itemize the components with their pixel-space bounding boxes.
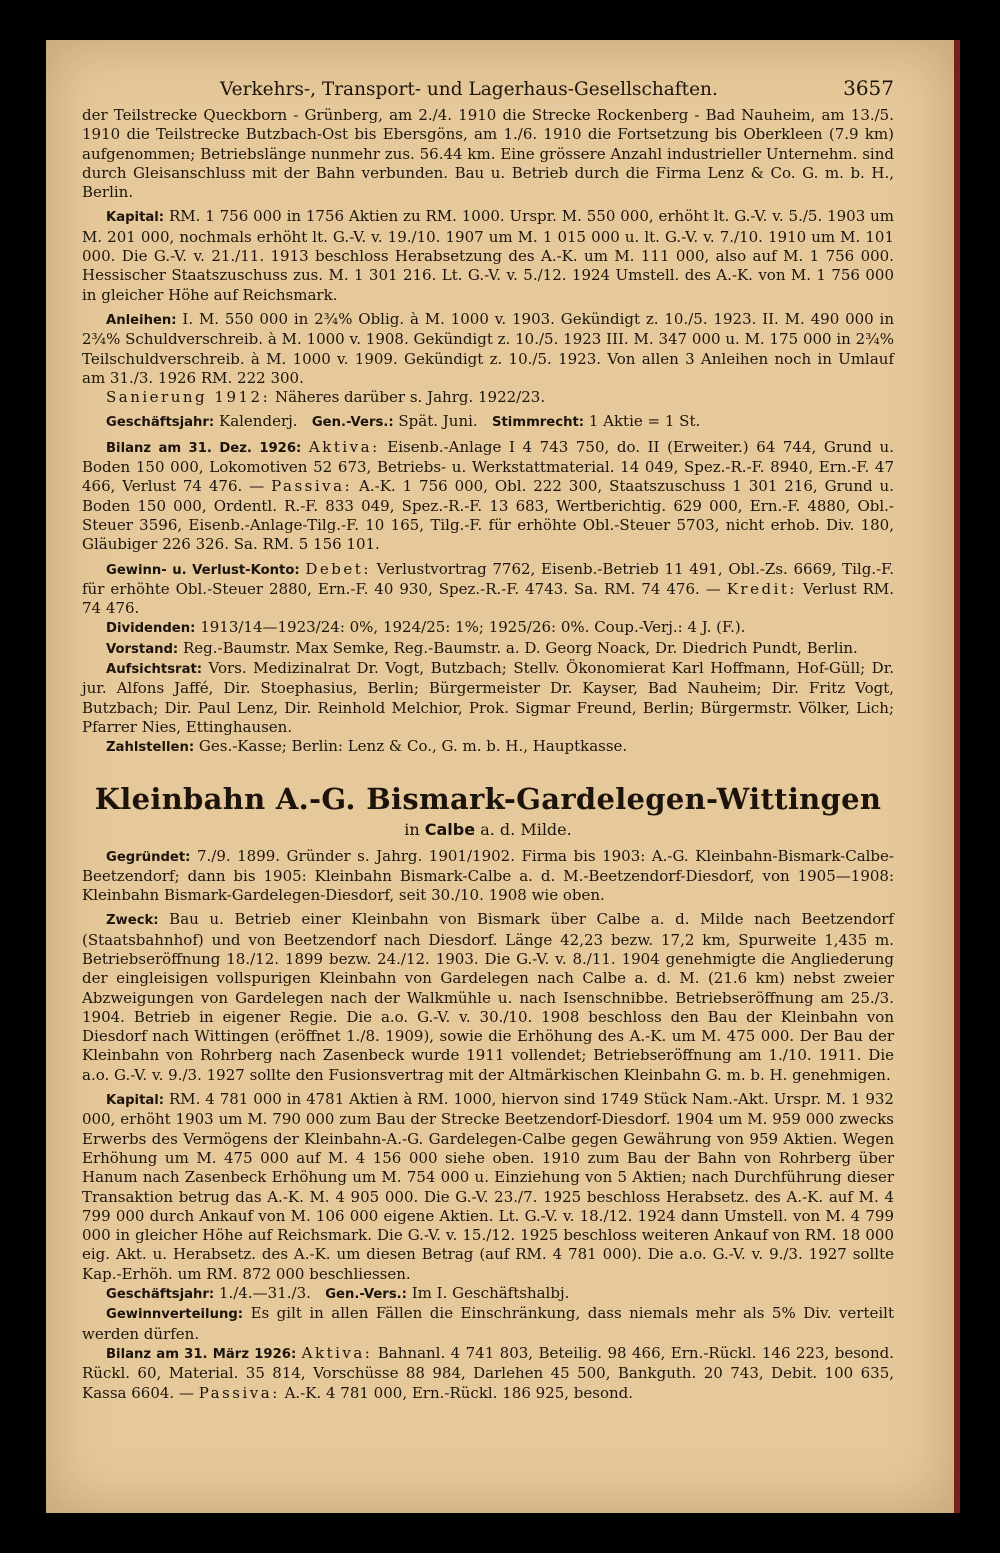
anleihen-paragraph: Anleihen: I. M. 550 000 in 2¾% Oblig. à M. 1000 v. 1903. Gekündigt z. 10./5. 1923. II. M. 490 000 in 2¾% Schuldverschreib. à M. 1000 v. 1908. Gekündigt z. 10./5. 1923 III. M. 347 000 u. M. 175 000 in 2¾% Teilschuldverschreib. à M. 1000 v. 1909. Gekündigt z. 10./5. 1923. Von allen 3 Anleihen noch in Umlauf am 31./3. 1926 RM. 222 300. bbox=[82, 309, 894, 387]
company-location: in Calbe a. d. Milde. bbox=[404, 819, 572, 839]
sanierung-paragraph: Sanierung 1912: Näheres darüber s. Jahrg. 1922/23. bbox=[106, 388, 546, 407]
intro-paragraph: der Teilstrecke Queckborn - Grünberg, am 2./4. 1910 die Strecke Rockenberg - Bad Nauheim, am 13./5. 1910 die Teilstrecke Butzbach-Ost bis Ebersgöns, am 1./6. 1910 die Fortsetzung bis Oberkleen (7.9 km) aufgenommen; Betriebslänge nunmehr zus. 56.44 km. Eine grössere Anzahl industrieller Unternehm. sind durch Gleisanschluss mit der Bahn verbunden. Bau u. Betrieb durch die Firma Lenz & Co. G. m. b. H., Berlin. bbox=[82, 106, 894, 202]
running-title: Verkehrs-, Transport- und Lagerhaus-Gesellschaften. bbox=[220, 79, 718, 100]
document-page bbox=[46, 40, 960, 1513]
gewinnverteilung-paragraph: Gewinnverteilung: Es gilt in allen Fällen die Einschränkung, dass niemals mehr als 5% Div. verteilt werden dürfen. bbox=[82, 1304, 894, 1343]
kapital-paragraph: Kapital: RM. 1 756 000 in 1756 Aktien zu RM. 1000. Urspr. M. 550 000, erhöht lt. G.-V. v. 5./5. 1903 um M. 201 000, nochmals erhöht lt. G.-V. v. 19./10. 1907 um M. 1 015 000 u. lt. G.-V. v. 7./10. 1910 um M. 101 000. Die G.-V. v. 21./11. 1913 beschloss Herabsetzung des A.-K. um M. 111 000, also auf M. 1 756 000. Hessischer Staatszuschuss zus. M. 1 301 216. Lt. G.-V. v. 5./12. 1924 Umstell. des A.-K. von M. 1 756 000 in gleicher Höhe auf Reichsmark. bbox=[82, 207, 894, 304]
zweck-paragraph: Zweck: Bau u. Betrieb einer Kleinbahn von Bismark über Calbe a. d. Milde nach Beetzendorf (Staatsbahnhof) und von Beetzendorf nach Diesdorf. Länge 42,23 bezw. 17,2 km, Spurweite 1,435 m. Betriebseröffnung 18./12. 1899 bezw. 24./12. 1903. Die G.-V. v. 8./11. 1904 genehmigte die Angliederung der eingleisigen vollspurigen Kleinbahn von Gardelegen nach Calbe a. d. M. (21.6 km) nebst zweier Abzweigungen von Gardelegen nach der Walkmühle u. nach Isenschnibbe. Betriebseröffnung am 25./3. 1904. Betrieb in eigener Regie. Die a.o. G.-V. v. 30./10. 1908 beschloss den Bau der Kleinbahn von Diesdorf nach Wittingen (eröffnet 1./8. 1909), sowie die Erhöhung des A.-K. um M. 475 000. Der Bau der Kleinbahn von Rohrberg nach Zasenbeck wurde 1911 vollendet; Betriebseröffnung am 1./10. 1911. Die a.o. G.-V. v. 9./3. 1927 sollte den Fusionsvertrag mit der Altmärkischen Kleinbahn G. m. b. H. genehmigen. bbox=[82, 910, 894, 1084]
gegruendet-paragraph: Gegründet: 7./9. 1899. Gründer s. Jahrg. 1901/1902. Firma bis 1903: A.-G. Kleinbahn-Bismark-Calbe-Beetzendorf; dann bis 1905: Kleinbahn Bismark-Calbe a. d. M.-Beetzendorf-Diesdorf, von 1905—1908: Kleinbahn Bismark-Gardelegen-Diesdorf, seit 30./10. 1908 wie oben. bbox=[82, 846, 894, 905]
dividenden-paragraph: Dividenden: 1913/14—1923/24: 0%, 1924/25: 1%; 1925/26: 0%. Coup.-Verj.: 4 J. (F.). bbox=[106, 618, 746, 637]
geschaeftsjahr-line: Geschäftsjahr: Kalenderj. Gen.-Vers.: Spät. Juni. Stimmrecht: 1 Aktie = 1 St. bbox=[106, 412, 701, 431]
page-number: 3657 bbox=[843, 76, 894, 100]
bilanz-paragraph: Bilanz am 31. Dez. 1926: Aktiva: Eisenb.-Anlage I 4 743 750, do. II (Erweiter.) 64 744, Grund u. Boden 150 000, Lokomotiven 52 673, Betriebs- u. Werkstattmaterial. 14 049, Spez.-R.-F. 8940, Ern.-F. 47 466, Verlust 74 476. — Passiva: A.-K. 1 756 000, Obl. 222 300, Staatszuschuss 1 301 216, Grund u. Boden 150 000, Ordentl. R.-F. 833 049, Spez.-R.-F. 13 683, Wertberichtig. 629 000, Ern.-F. 4880, Obl.-Steuer 3596, Eisenb.-Anlage-Tilg.-F. 10 165, Tilg.-F. für erhöhte Obl.-Steuer 5703, nicht erhob. Div. 180, Gläubiger 226 326. Sa. RM. 5 156 101. bbox=[82, 437, 894, 554]
kapital2-paragraph: Kapital: RM. 4 781 000 in 4781 Aktien à RM. 1000, hiervon sind 1749 Stück Nam.-Akt. Urspr. M. 1 932 000, erhöht 1903 um M. 790 000 zum Bau der Strecke Beetzendorf-Diesdorf. 1904 um M. 959 000 zwecks Erwerbs des Vermögens der Kleinbahn-A.-G. Gardelegen-Calbe gegen Gewährung von 959 Aktien. Wegen Erhöhung um M. 475 000 auf M. 4 156 000 siehe oben. 1910 zum Bau der Bahn von Rohrberg über Hanum nach Zasenbeck Erhöhung um M. 754 000 u. Einziehung von 5 Aktien; nach Durchführung dieser Transaktion betrug das A.-K. M. 4 905 000. Die G.-V. 23./7. 1925 beschloss Herabsetz. des A.-K. auf M. 4 799 000 durch Ankauf von M. 106 000 eigene Aktien. Lt. G.-V. v. 18./12. 1924 dann Umstell. von M. 4 799 000 in gleicher Höhe auf Reichsmark. Die G.-V. v. 15./12. 1925 beschloss weiteren Ankauf von RM. 18 000 eig. Akt. u. Herabsetz. des A.-K. um diesen Betrag (auf RM. 4 781 000). Die a.o. G.-V. v. 9./3. 1927 sollte Kap.-Erhöh. um RM. 872 000 beschliessen. bbox=[82, 1090, 894, 1283]
vorstand-paragraph: Vorstand: Reg.-Baumstr. Max Semke, Reg.-Baumstr. a. D. Georg Noack, Dr. Diedrich Pundt, Berlin. bbox=[106, 638, 858, 657]
geschaeftsjahr2-line: Geschäftsjahr: 1./4.—31./3. Gen.-Vers.: Im I. Geschäftshalbj. bbox=[106, 1284, 570, 1303]
zahlstellen-paragraph: Zahlstellen: Ges.-Kasse; Berlin: Lenz & Co., G. m. b. H., Hauptkasse. bbox=[106, 737, 628, 756]
aufsichtsrat-paragraph: Aufsichtsrat: Vors. Medizinalrat Dr. Vogt, Butzbach; Stellv. Ökonomierat Karl Hoffmann, Hof-Güll; Dr. jur. Alfons Jaffé, Dir. Stoephasius, Berlin; Bürgermeister Dr. Kayser, Bad Nauheim; Dir. Fritz Vogt, Butzbach; Dir. Paul Lenz, Dir. Reinhold Melchior, Prok. Sigmar Freund, Berlin; Bürgermstr. Völker, Lich; Pfarrer Nies, Ettinghausen. bbox=[82, 659, 894, 736]
bilanz2-paragraph: Bilanz am 31. März 1926: Aktiva: Bahnanl. 4 741 803, Beteilig. 98 466, Ern.-Rückl. 146 223, besond. Rückl. 60, Material. 35 814, Vorschüsse 88 984, Darlehen 45 500, Bankguth. 20 743, Debit. 100 635, Kassa 6604. — Passiva: A.-K. 4 781 000, Ern.-Rückl. 186 925, besond. bbox=[82, 1343, 894, 1402]
page-header bbox=[82, 76, 894, 106]
page-content bbox=[82, 76, 894, 1403]
company-title: Kleinbahn A.-G. Bismark-Gardelegen-Wittingen bbox=[94, 781, 882, 816]
guv-paragraph: Gewinn- u. Verlust-Konto: Debet: Verlustvortrag 7762, Eisenb.-Betrieb 11 491, Obl.-Zs. 6669, Tilg.-F. für erhöhte Obl.-Steuer 2880, Ern.-F. 40 930, Spez.-R.-F. 4743. Sa. RM. 74 476. — Kredit: Verlust RM. 74 476. bbox=[82, 559, 894, 618]
